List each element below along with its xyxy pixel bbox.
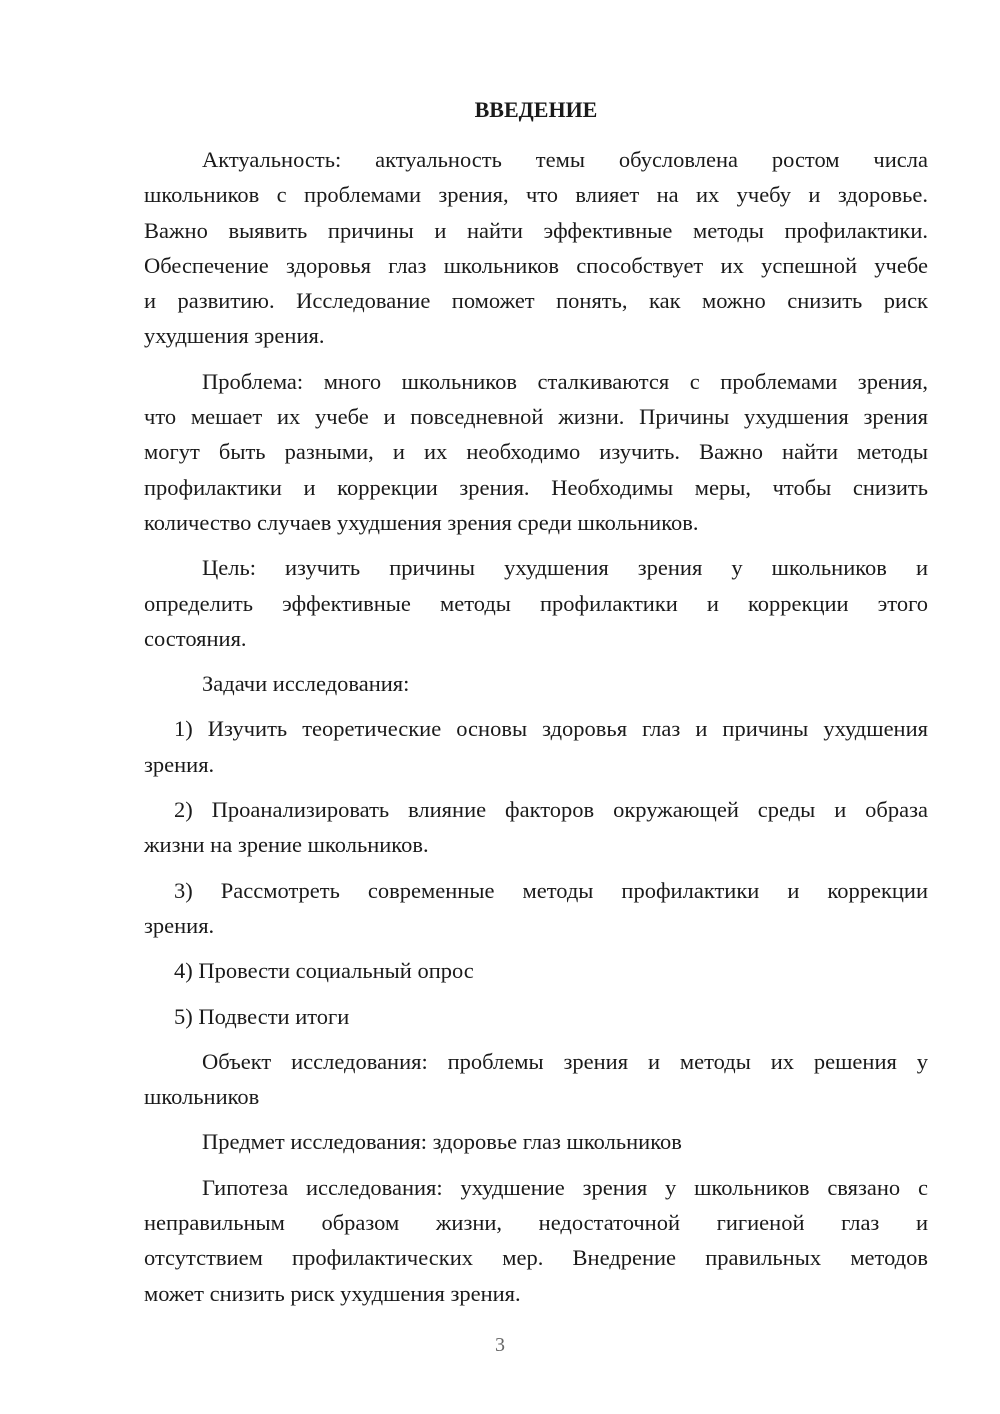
text-line: Проблема: много школьников сталкиваются с проблемами зрения, bbox=[202, 368, 928, 394]
text-line: Гипотеза исследования: ухудшение зрения у школьников связано с bbox=[202, 1174, 928, 1200]
text-line: и развитию. Исследование поможет понять, как можно снизить риск bbox=[144, 288, 928, 314]
text-line: школьников bbox=[144, 1084, 260, 1110]
text-line: состояния. bbox=[144, 625, 247, 651]
text-line: может снизить риск ухудшения зрения. bbox=[144, 1280, 521, 1306]
text-line: могут быть разными, и их необходимо изучить. Важно найти методы bbox=[144, 439, 928, 465]
text-line: школьников с проблемами зрения, что влияет на их учебу и здоровье. bbox=[144, 182, 928, 208]
text-line: зрения. bbox=[144, 751, 215, 777]
tasks-title bbox=[144, 666, 928, 701]
paragraph-relevance bbox=[144, 142, 928, 354]
paragraph-subject bbox=[144, 1124, 928, 1159]
text-line: жизни на зрение школьников. bbox=[144, 832, 429, 858]
text-line: ухудшения зрения. bbox=[144, 323, 325, 349]
text-line: Цель: изучить причины ухудшения зрения у школьников и bbox=[202, 555, 928, 581]
task-item-1 bbox=[144, 711, 928, 782]
paragraph-object bbox=[144, 1044, 928, 1115]
text-line: Важно выявить причины и найти эффективные методы профилактики. bbox=[144, 217, 928, 243]
task-item-5 bbox=[144, 999, 928, 1034]
paragraph-goal bbox=[144, 550, 928, 656]
text-line: Актуальность: актуальность темы обусловлена ростом числа bbox=[202, 147, 928, 172]
task-item-4 bbox=[144, 953, 928, 988]
text-line: 2) Проанализировать влияние факторов окружающей среды и образа bbox=[174, 797, 928, 823]
page-title: ВВЕДЕНИЕ bbox=[474, 97, 598, 122]
text-line: определить эффективные методы профилактики и коррекции этого bbox=[144, 590, 928, 616]
task-item-2 bbox=[144, 792, 928, 863]
text-line: количество случаев ухудшения зрения среди школьников. bbox=[144, 509, 699, 535]
text-line: 1) Изучить теоретические основы здоровья глаз и причины ухудшения bbox=[174, 716, 928, 742]
text-line: неправильным образом жизни, недостаточной гигиеной глаз и bbox=[144, 1210, 928, 1236]
text-line: Задачи исследования: bbox=[202, 671, 410, 697]
text-line: зрения. bbox=[144, 912, 215, 938]
document-body bbox=[144, 92, 928, 1321]
text-line: 4) Провести социальный опрос bbox=[174, 958, 474, 984]
text-line: 5) Подвести итоги bbox=[174, 1003, 350, 1029]
page-number: 3 bbox=[495, 1334, 505, 1356]
task-item-3 bbox=[144, 873, 928, 944]
text-line: что мешает их учебе и повседневной жизни. Причины ухудшения зрения bbox=[144, 404, 928, 430]
text-line: отсутствием профилактических мер. Внедрение правильных методов bbox=[144, 1245, 928, 1271]
text-line: Обеспечение здоровья глаз школьников способствует их успешной учебе bbox=[144, 252, 928, 278]
text-line: профилактики и коррекции зрения. Необходимы меры, чтобы снизить bbox=[144, 474, 928, 500]
text-line: Предмет исследования: здоровье глаз школьников bbox=[202, 1129, 682, 1155]
text-line: 3) Рассмотреть современные методы профилактики и коррекции bbox=[174, 877, 928, 903]
paragraph-problem bbox=[144, 364, 928, 540]
paragraph-hypothesis bbox=[144, 1170, 928, 1311]
text-line: Объект исследования: проблемы зрения и методы их решения у bbox=[202, 1048, 928, 1074]
